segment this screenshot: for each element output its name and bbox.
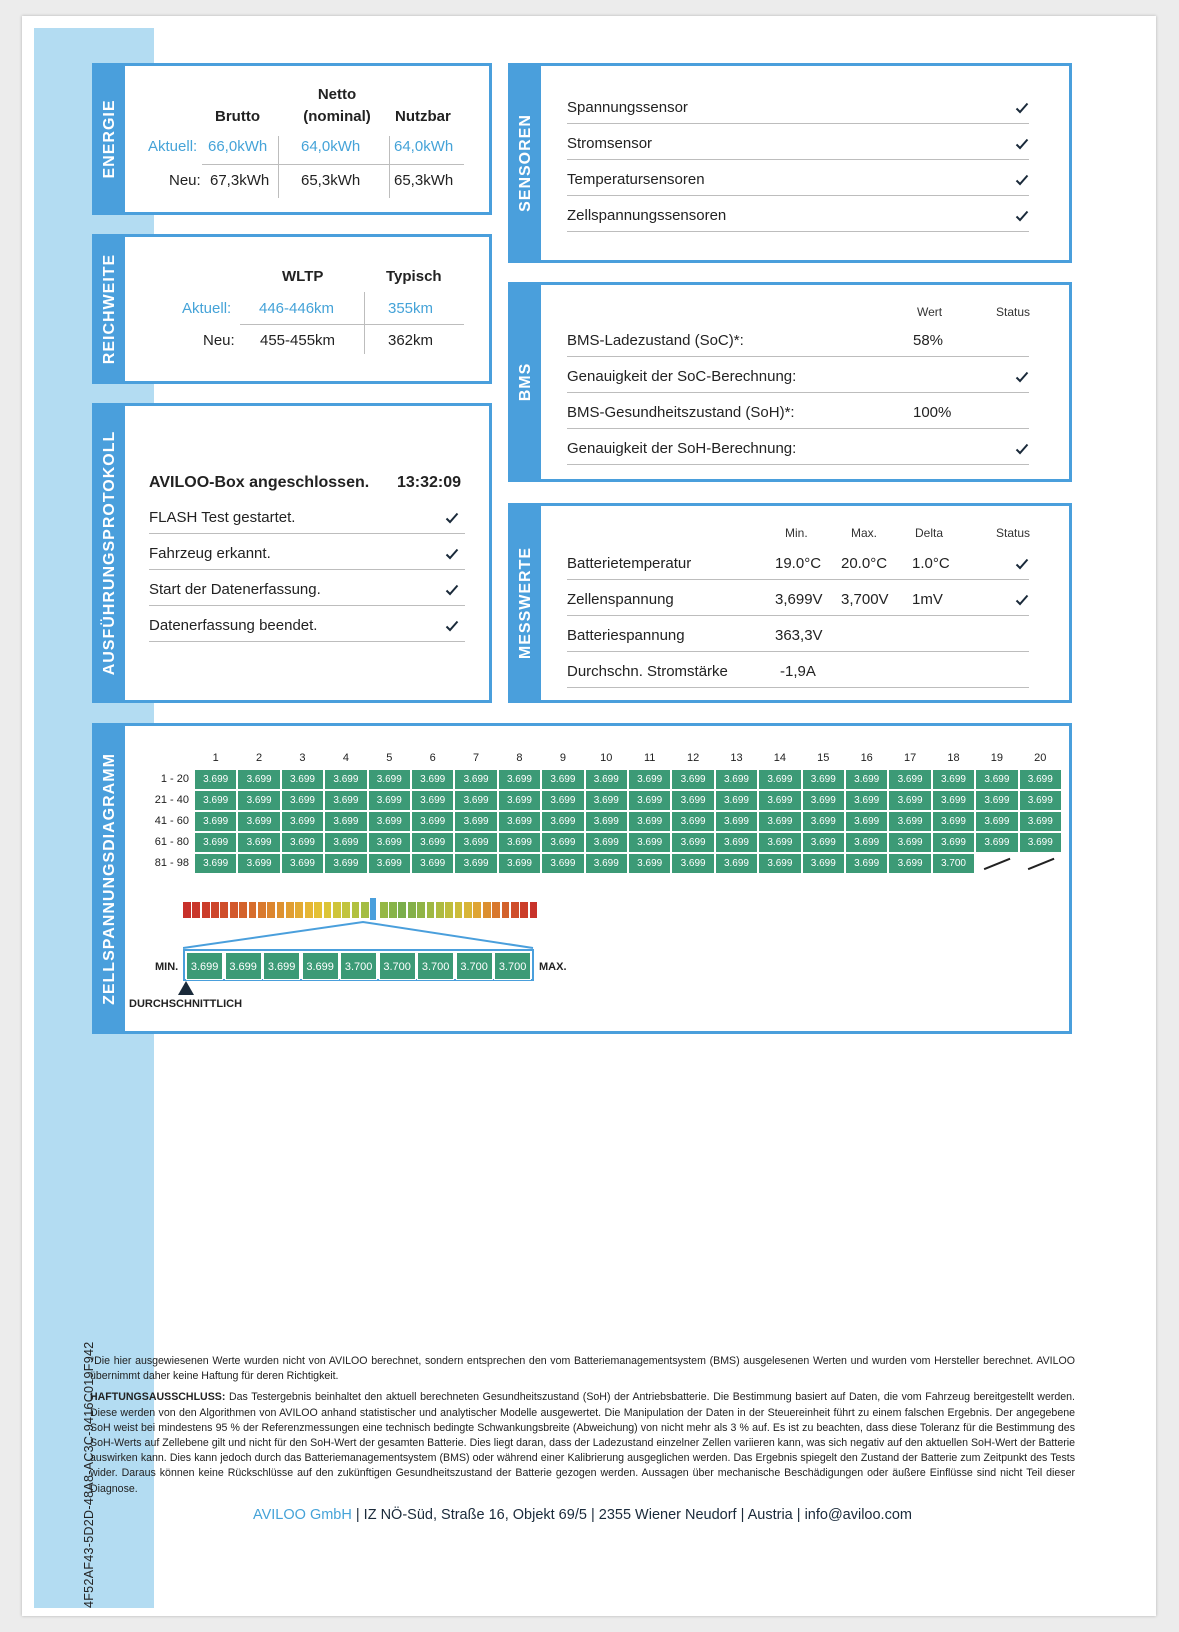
- gradient-segment: [202, 902, 210, 918]
- check-icon: [445, 512, 457, 522]
- voltage-cell: 3.699: [499, 770, 540, 789]
- col-max: Max.: [851, 526, 878, 540]
- gradient-segment: [520, 902, 528, 918]
- energie-tab: ENERGIE: [95, 66, 125, 212]
- voltage-cell: 3.699: [325, 770, 366, 789]
- voltage-cell: 3.699: [933, 770, 974, 789]
- messwert-label: Durchschn. Stromstärke: [567, 663, 728, 680]
- voltage-cell: 3.699: [238, 833, 279, 852]
- voltage-scale: [183, 949, 534, 981]
- voltage-cell: 3.699: [672, 770, 713, 789]
- bms-row-label: BMS-Ladezustand (SoC)*:: [567, 332, 744, 349]
- scale-cell: 3.700: [417, 952, 454, 980]
- column-number: 2: [256, 752, 263, 764]
- energie-aktuell-brutto: 66,0kWh: [208, 138, 268, 155]
- voltage-cell: 3.699: [542, 854, 583, 873]
- voltage-cell: 3.699: [803, 791, 844, 810]
- col-typisch: Typisch: [386, 268, 442, 285]
- gradient-segment: [305, 902, 313, 918]
- voltage-cell: 3.699: [933, 812, 974, 831]
- gradient-segment: [342, 902, 350, 918]
- disclaimer: [90, 1390, 1075, 1496]
- messwert-max: 3,700V: [841, 591, 889, 608]
- column-number: 14: [773, 752, 786, 764]
- voltage-cell: 3.699: [1020, 770, 1061, 789]
- empty-cell-slash: [1027, 858, 1054, 870]
- voltage-cell: 3.699: [629, 854, 670, 873]
- voltage-cell: 3.699: [455, 833, 496, 852]
- column-number: 6: [429, 752, 436, 764]
- divider: [567, 231, 1029, 232]
- check-icon: [445, 620, 457, 630]
- voltage-cell: 3.699: [455, 854, 496, 873]
- divider: [364, 292, 365, 354]
- messwert-delta: 1.0°C: [912, 555, 950, 572]
- voltage-cell: 3.699: [586, 770, 627, 789]
- messwert-min: 363,3V: [775, 627, 823, 644]
- gradient-segment: [408, 902, 416, 918]
- check-icon: [445, 548, 457, 558]
- column-number: 19: [990, 752, 1003, 764]
- voltage-cell: 3.699: [629, 791, 670, 810]
- voltage-cell: 3.699: [369, 812, 410, 831]
- gradient-segment: [183, 902, 191, 918]
- gradient-segment: [314, 902, 322, 918]
- voltage-cell: 3.699: [759, 791, 800, 810]
- voltage-cell: 3.699: [803, 770, 844, 789]
- row-neu-label: Neu:: [203, 332, 235, 349]
- voltage-cell: 3.699: [195, 833, 236, 852]
- voltage-cell: 3.699: [976, 770, 1017, 789]
- gradient-segment: [324, 902, 332, 918]
- reichweite-aktuell-wltp: 446-446km: [259, 300, 335, 317]
- divider: [567, 195, 1029, 196]
- reichweite-box: [92, 234, 492, 384]
- voltage-cell: 3.699: [716, 833, 757, 852]
- voltage-cell: 3.699: [499, 833, 540, 852]
- row-label: 81 - 98: [154, 857, 189, 869]
- energie-aktuell-nutzbar: 64,0kWh: [394, 138, 454, 155]
- sensor-item: Zellspannungssensoren: [567, 207, 727, 224]
- voltage-cell: 3.699: [238, 812, 279, 831]
- voltage-cell: 3.699: [455, 812, 496, 831]
- voltage-cell: 3.699: [412, 770, 453, 789]
- gradient-segment: [258, 902, 266, 918]
- col-status: Status: [996, 305, 1031, 319]
- divider: [567, 392, 1029, 393]
- voltage-cell: 3.699: [369, 770, 410, 789]
- voltage-cell: 3.699: [282, 812, 323, 831]
- col-wert: Wert: [917, 305, 943, 319]
- messwert-max: 20.0°C: [841, 555, 888, 572]
- voltage-cell: 3.699: [369, 791, 410, 810]
- energie-aktuell-netto: 64,0kWh: [301, 138, 361, 155]
- column-number: 5: [386, 752, 393, 764]
- voltage-cell: 3.699: [846, 833, 887, 852]
- protokoll-title: AVILOO-Box angeschlossen.: [149, 474, 370, 491]
- address: IZ NÖ-Süd, Straße 16, Objekt 69/5: [363, 1506, 587, 1523]
- voltage-cell: 3.699: [195, 791, 236, 810]
- check-icon: [1015, 558, 1027, 568]
- report-page: [22, 16, 1156, 1616]
- voltage-gradient-bar: [183, 902, 539, 918]
- voltage-cell: 3.699: [672, 833, 713, 852]
- voltage-cell: 3.699: [759, 854, 800, 873]
- gradient-segment: [277, 902, 285, 918]
- gradient-segment: [427, 902, 435, 918]
- voltage-cell: 3.699: [542, 791, 583, 810]
- row-label: 1 - 20: [160, 773, 189, 785]
- bms-row-value: 58%: [913, 332, 944, 349]
- divider: [149, 533, 465, 534]
- voltage-cell: 3.699: [238, 854, 279, 873]
- column-number: 3: [299, 752, 306, 764]
- check-icon: [1015, 174, 1027, 184]
- voltage-cell: 3.699: [1020, 812, 1061, 831]
- voltage-cell: 3.699: [759, 833, 800, 852]
- col-netto-sub: (nominal): [303, 108, 371, 125]
- gradient-segment: [361, 902, 369, 918]
- voltage-cell: 3.699: [933, 833, 974, 852]
- footer-address: AVILOO GmbH | IZ NÖ-Süd, Straße 16, Objekt 69/5 | 2355 Wiener Neudorf | Austria | info@aviloo.com: [253, 1506, 912, 1523]
- col-wltp: WLTP: [282, 268, 324, 285]
- voltage-cell: 3.699: [586, 791, 627, 810]
- voltage-cell: 3.699: [586, 812, 627, 831]
- label-max: MAX.: [539, 961, 567, 973]
- messwert-min: 3,699V: [775, 591, 823, 608]
- gradient-segment: [502, 902, 510, 918]
- divider: [149, 605, 465, 606]
- col-status: Status: [996, 526, 1031, 540]
- bms-row-label: Genauigkeit der SoC-Berechnung:: [567, 368, 797, 385]
- protokoll-item: Start der Datenerfassung.: [149, 581, 321, 598]
- voltage-cell: 3.699: [195, 854, 236, 873]
- divider: [567, 428, 1029, 429]
- voltage-cell: 3.699: [889, 770, 930, 789]
- gradient-segment: [211, 902, 219, 918]
- messwert-min: 19.0°C: [775, 555, 822, 572]
- label-min: MIN.: [155, 961, 179, 973]
- gradient-segment: [455, 902, 463, 918]
- messwert-min: -1,9A: [780, 663, 816, 680]
- voltage-cell: 3.699: [803, 833, 844, 852]
- messwerte-box: [508, 503, 1072, 703]
- voltage-cell: 3.699: [455, 791, 496, 810]
- voltage-cell: 3.699: [195, 812, 236, 831]
- scale-cell: 3.700: [340, 952, 377, 980]
- sensoren-box: [508, 63, 1072, 263]
- check-icon: [1015, 102, 1027, 112]
- voltage-cell: 3.699: [803, 854, 844, 873]
- gradient-segment: [530, 902, 538, 918]
- label-average: DURCHSCHNITTLICH: [129, 998, 243, 1010]
- column-number: 9: [559, 752, 566, 764]
- gradient-segment: [483, 902, 491, 918]
- gradient-segment: [417, 902, 425, 918]
- column-number: 8: [516, 752, 523, 764]
- voltage-cell: 3.699: [889, 854, 930, 873]
- divider: [567, 615, 1029, 616]
- disclaimer-text: Das Testergebnis beinhaltet den aktuell berechneten Gesundheitszustand (SoH) der Antriebsbatterie. Die Bestimmung basiert auf Daten, die vom Fahrzeug bereitgestellt werden. Diese werden von den Algorithmen von AVILOO anhand statistischer und analytischer Modelle ausgewertet. Die Manipulation der Daten in der Steuereinheit führt zu einem falschen Ergebnis. Der angegebene SoH weist bei mindestens 95 % der Referenzmessungen eine technisch bedingte Schwankungsbreite (Abweichung) von nicht mehr als 3 % auf. Es ist zu beachten, dass diese Toleranz für die Bestimmung des SoH-Werts auf Zellebene gilt und nicht für den SoH-Wert der gesamten Batterie. Dies liegt daran, dass der Ladezustand einzelner Zellen variieren kann, was sich negativ auf den aktuellen SoH-Wert der Batterie auswirken kann. Dies kann jedoch durch das Batteriemanagementsystem (BMS) oder während einer Kalibrierung ausgeglichen werden. Das Ergebnis spiegelt den Zustand der Batterie zum Zeitpunkt des Tests wider. Daraus können keine Rückschlüsse auf den zukünftigen Gesundheitszustand der Batterie gezogen werden. Aussagen über mechanische Beschädigungen oder äußere Einflüsse sind nicht Teil dieser Diagnose.: [90, 1391, 1075, 1495]
- gradient-segment: [464, 902, 472, 918]
- triangle-pointer-icon: [177, 980, 195, 996]
- voltage-cell: 3.699: [412, 812, 453, 831]
- row-label: 41 - 60: [154, 815, 189, 827]
- voltage-cell: 3.699: [282, 854, 323, 873]
- voltage-cell: 3.699: [976, 833, 1017, 852]
- voltage-cell: 3.699: [716, 854, 757, 873]
- column-number: 17: [903, 752, 917, 764]
- voltage-cell: 3.699: [846, 812, 887, 831]
- divider: [149, 641, 465, 642]
- divider: [278, 136, 279, 198]
- gradient-segment: [380, 902, 388, 918]
- gradient-segment: [220, 902, 228, 918]
- voltage-cell: 3.699: [759, 770, 800, 789]
- voltage-cell: 3.699: [976, 791, 1017, 810]
- empty-cell-slash: [984, 858, 1011, 870]
- col-delta: Delta: [915, 526, 944, 540]
- voltage-cell: 3.699: [412, 791, 453, 810]
- protokoll-time: 13:32:09: [397, 474, 462, 491]
- divider: [567, 464, 1029, 465]
- bms-row-label: BMS-Gesundheitszustand (SoH)*:: [567, 404, 795, 421]
- disclaimer-title: HAFTUNGSAUSSCHLUSS:: [90, 1391, 226, 1404]
- row-aktuell-label: Aktuell:: [148, 138, 198, 155]
- voltage-cell: 3.699: [325, 812, 366, 831]
- voltage-cell: 3.699: [672, 812, 713, 831]
- voltage-cell: 3.699: [672, 854, 713, 873]
- messwert-label: Batteriespannung: [567, 627, 685, 644]
- voltage-cell: 3.699: [238, 791, 279, 810]
- voltage-cell: 3.699: [629, 770, 670, 789]
- footer: [90, 1354, 1075, 1523]
- reichweite-neu-typisch: 362km: [388, 332, 434, 349]
- voltage-cell: 3.699: [1020, 833, 1061, 852]
- divider: [389, 136, 390, 198]
- divider: [567, 159, 1029, 160]
- check-icon: [1015, 443, 1027, 453]
- voltage-cell: 3.699: [759, 812, 800, 831]
- voltage-cell: 3.699: [629, 812, 670, 831]
- voltage-cell: 3.699: [933, 791, 974, 810]
- reichweite-tab: REICHWEITE: [95, 237, 125, 381]
- gradient-segment: [352, 902, 360, 918]
- col-nutzbar: Nutzbar: [395, 108, 451, 125]
- bms-tab: BMS: [511, 285, 541, 479]
- voltage-cell: 3.699: [716, 812, 757, 831]
- voltage-cell: 3.699: [1020, 791, 1061, 810]
- energie-box: [92, 63, 492, 215]
- column-number: 13: [730, 752, 743, 764]
- voltage-cell: 3.699: [499, 812, 540, 831]
- voltage-cell: 3.699: [282, 770, 323, 789]
- gradient-segment: [398, 902, 406, 918]
- check-icon: [1015, 371, 1027, 381]
- col-netto: Netto: [317, 86, 357, 103]
- gradient-segment: [436, 902, 444, 918]
- reichweite-aktuell-typisch: 355km: [388, 300, 434, 317]
- gradient-segment: [445, 902, 453, 918]
- scale-cell: 3.699: [302, 952, 339, 980]
- scale-cell: 3.700: [494, 952, 531, 980]
- voltage-cell: 3.699: [586, 854, 627, 873]
- check-icon: [445, 584, 457, 594]
- protokoll-item: Datenerfassung beendet.: [149, 617, 318, 634]
- voltage-cell: 3.699: [238, 770, 279, 789]
- city: 2355 Wiener Neudorf: [598, 1506, 737, 1523]
- divider: [567, 123, 1029, 124]
- gradient-segment: [511, 902, 519, 918]
- bms-box: [508, 282, 1072, 482]
- gradient-segment: [295, 902, 303, 918]
- divider: [567, 651, 1029, 652]
- zellspannung-box: [92, 723, 1072, 1034]
- messwert-delta: 1mV: [912, 591, 943, 608]
- country: Austria: [747, 1506, 793, 1523]
- energie-neu-brutto: 67,3kWh: [210, 172, 270, 189]
- messwert-label: Batterietemperatur: [567, 555, 692, 572]
- voltage-cell: 3.699: [846, 854, 887, 873]
- voltage-cell: 3.699: [542, 833, 583, 852]
- col-brutto: Brutto: [215, 108, 260, 125]
- zellspannung-tab: ZELLSPANNUNGSDIAGRAMM: [95, 726, 125, 1031]
- voltage-cell: 3.699: [716, 791, 757, 810]
- voltage-cell: 3.699: [325, 791, 366, 810]
- voltage-cell: 3.699: [499, 791, 540, 810]
- email-link[interactable]: info@aviloo.com: [804, 1506, 912, 1523]
- voltage-cell: 3.700: [933, 854, 974, 873]
- voltage-cell: 3.699: [412, 854, 453, 873]
- column-number: 10: [600, 752, 613, 764]
- voltage-cell: 3.699: [586, 833, 627, 852]
- column-number: 7: [473, 752, 480, 764]
- check-icon: [1015, 594, 1027, 604]
- reichweite-neu-wltp: 455-455km: [260, 332, 336, 349]
- gradient-segment: [389, 902, 397, 918]
- energie-neu-netto: 65,3kWh: [301, 172, 361, 189]
- row-label: 61 - 80: [154, 836, 189, 848]
- document-id: 4F52AF43-5D2D-48A8-AC3C-9416C019F942: [82, 1341, 96, 1608]
- scale-cell: 3.699: [186, 952, 223, 980]
- energie-neu-nutzbar: 65,3kWh: [394, 172, 454, 189]
- voltage-cell: 3.699: [325, 833, 366, 852]
- bms-row-value: 100%: [913, 404, 952, 421]
- scale-cell: 3.699: [225, 952, 262, 980]
- sensor-item: Spannungssensor: [567, 99, 688, 116]
- voltage-cell: 3.699: [629, 833, 670, 852]
- protokoll-item: FLASH Test gestartet.: [149, 509, 296, 526]
- voltage-cell: 3.699: [846, 770, 887, 789]
- voltage-cell: 3.699: [325, 854, 366, 873]
- column-number: 1: [212, 752, 219, 764]
- divider: [567, 687, 1029, 688]
- column-number: 15: [817, 752, 830, 764]
- voltage-cell: 3.699: [889, 812, 930, 831]
- voltage-cell: 3.699: [976, 812, 1017, 831]
- column-number: 4: [342, 752, 349, 764]
- voltage-cell: 3.699: [195, 770, 236, 789]
- messwert-label: Zellenspannung: [567, 591, 674, 608]
- gradient-segment: [267, 902, 275, 918]
- check-icon: [1015, 138, 1027, 148]
- voltage-cell: 3.699: [846, 791, 887, 810]
- divider: [567, 579, 1029, 580]
- divider: [240, 324, 464, 325]
- gradient-segment: [249, 902, 257, 918]
- messwerte-tab: MESSWERTE: [511, 506, 541, 700]
- bms-row-label: Genauigkeit der SoH-Berechnung:: [567, 440, 797, 457]
- gradient-segment: [370, 898, 376, 920]
- voltage-cell: 3.699: [889, 791, 930, 810]
- scale-cell: 3.699: [263, 952, 300, 980]
- voltage-cell: 3.699: [369, 854, 410, 873]
- sensoren-tab: SENSOREN: [511, 66, 541, 260]
- protokoll-box: [92, 403, 492, 703]
- column-number: 12: [686, 752, 700, 764]
- gradient-segment: [473, 902, 481, 918]
- protokoll-item: Fahrzeug erkannt.: [149, 545, 271, 562]
- divider: [567, 356, 1029, 357]
- column-number: 20: [1034, 752, 1047, 764]
- scale-connector: [183, 918, 543, 950]
- row-aktuell-label: Aktuell:: [182, 300, 232, 317]
- scale-cell: 3.700: [456, 952, 493, 980]
- column-number: 11: [643, 752, 656, 764]
- company-name: AVILOO GmbH: [253, 1506, 352, 1523]
- check-icon: [1015, 210, 1027, 220]
- col-min: Min.: [785, 526, 808, 540]
- voltage-cell: 3.699: [803, 812, 844, 831]
- divider: [149, 569, 465, 570]
- voltage-cell: 3.699: [282, 791, 323, 810]
- voltage-cell: 3.699: [499, 854, 540, 873]
- protokoll-tab: AUSFÜHRUNGSPROTOKOLL: [95, 406, 125, 700]
- voltage-cell: 3.699: [455, 770, 496, 789]
- gradient-segment: [239, 902, 247, 918]
- row-neu-label: Neu:: [169, 172, 201, 189]
- footer-note: *Die hier ausgewiesenen Werte wurden nicht von AVILOO berechnet, sondern entsprechen den vom Batteriemanagementsystem (BMS) ausgelesenen Werten und wurden vom Hersteller berechnet. AVILOO übernimmt daher keine Haftung für deren Richtigkeit.: [90, 1355, 1075, 1383]
- divider: [202, 164, 464, 165]
- voltage-cell: 3.699: [542, 812, 583, 831]
- gradient-segment: [286, 902, 294, 918]
- voltage-cell: 3.699: [412, 833, 453, 852]
- sensor-item: Stromsensor: [567, 135, 653, 152]
- column-number: 18: [947, 752, 960, 764]
- voltage-cell: 3.699: [889, 833, 930, 852]
- row-label: 21 - 40: [154, 794, 189, 806]
- sensor-item: Temperatursensoren: [567, 171, 705, 188]
- voltage-cell: 3.699: [716, 770, 757, 789]
- voltage-cell: 3.699: [369, 833, 410, 852]
- voltage-cell: 3.699: [542, 770, 583, 789]
- voltage-cell: 3.699: [282, 833, 323, 852]
- scale-cell: 3.700: [379, 952, 416, 980]
- gradient-segment: [492, 902, 500, 918]
- gradient-segment: [333, 902, 341, 918]
- column-number: 16: [860, 752, 873, 764]
- gradient-segment: [192, 902, 200, 918]
- voltage-cell: 3.699: [672, 791, 713, 810]
- gradient-segment: [230, 902, 238, 918]
